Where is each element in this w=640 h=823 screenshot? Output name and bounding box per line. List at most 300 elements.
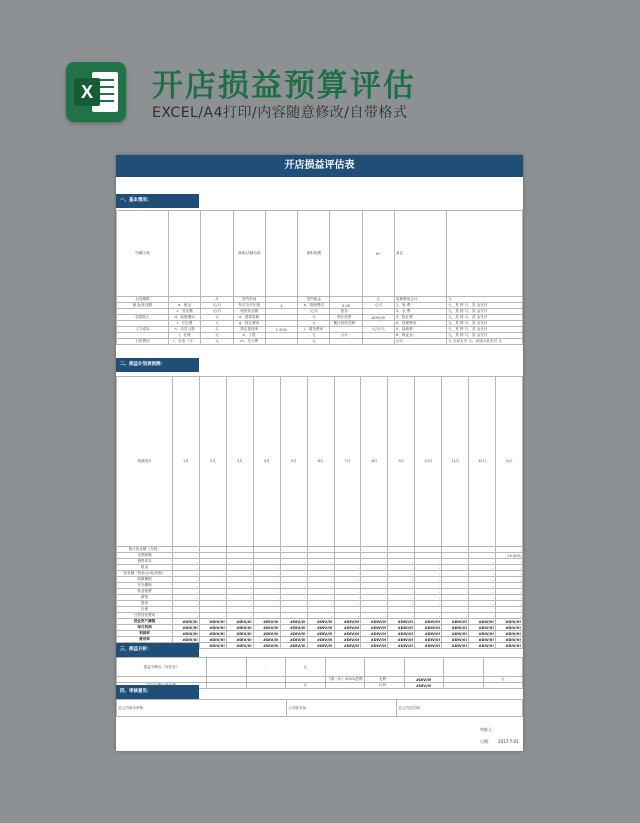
plan-cell: - [496, 595, 523, 601]
basic-cell: 租金/营业额 [117, 303, 169, 309]
plan-cell: - [280, 559, 307, 565]
plan-cell: - [496, 589, 523, 595]
plan-header-row [117, 377, 523, 547]
plan-cell: - [496, 607, 523, 613]
plan-cell: #DIV/0! [442, 631, 469, 637]
basic-cell: h、店员人数 [169, 327, 201, 333]
plan-cell: - [415, 577, 442, 583]
plan-cell: - [199, 589, 226, 595]
plan-cell: - [469, 571, 496, 577]
plan-cell: - [280, 589, 307, 595]
basic-cell: 元 总部支付 元，高速专款支付 元 [447, 339, 523, 345]
plan-cell: #DIV/0! [307, 631, 334, 637]
plan-cell: - [253, 589, 280, 595]
banner-title: 开店损益预算评估 [152, 68, 416, 104]
plan-cell: - [199, 559, 226, 565]
plan-cell: - [388, 559, 415, 565]
plan-cell: - [253, 595, 280, 601]
basic-cell: d、装修费用 [169, 315, 201, 321]
basic-row [117, 211, 523, 297]
plan-cell: - [496, 577, 523, 583]
plan-cell: - [307, 577, 334, 583]
plan-cell: #DIV/0! [361, 637, 388, 643]
plan-cell: - [226, 571, 253, 577]
plan-cell: - [469, 601, 496, 607]
plan-cell: #DIV/0! [253, 643, 280, 649]
plan-cell: - [226, 577, 253, 583]
plan-cell: - [173, 601, 200, 607]
plan-cell: - [307, 595, 334, 601]
plan-cell: - [226, 589, 253, 595]
basic-cell: 签约租金 [298, 297, 330, 303]
plan-cell: #DIV/0! [307, 625, 334, 631]
basic-cell: 预定提成率 [233, 327, 265, 333]
plan-cell: #DIV/0! [307, 619, 334, 625]
plan-cell: - [173, 559, 200, 565]
basic-cell [169, 211, 201, 297]
plan-header-cell: 预测项目 [117, 377, 173, 547]
review-finance: 总公司财务审核： [117, 700, 287, 717]
basic-cell: 元 [447, 297, 523, 303]
plan-cell: - [199, 601, 226, 607]
plan-cell: #DIV/0! [280, 637, 307, 643]
plan-cell: #DIV/0! [226, 625, 253, 631]
basic-row [117, 303, 523, 309]
basic-cell: 人 [201, 327, 233, 333]
plan-cell: - [253, 559, 280, 565]
plan-cell: #DIV/0! [361, 643, 388, 649]
plan-cell: #DIV/0! [361, 631, 388, 637]
basic-cell: 元 [201, 333, 233, 339]
plan-cell: #DIV/0! [307, 637, 334, 643]
analysis-row [117, 658, 523, 677]
plan-header-cell: 8月 [361, 377, 388, 547]
basic-cell: 合计： [330, 333, 362, 339]
plan-cell: - [199, 565, 226, 571]
plan-cell: #DIV/0! [415, 643, 442, 649]
basic-cell: b、管理费用 [298, 303, 330, 309]
plan-cell: - [388, 565, 415, 571]
basic-cell [447, 211, 523, 297]
basic-cell: 营业： [330, 309, 362, 315]
plan-cell: - [199, 571, 226, 577]
plan-cell: #DIV/0! [388, 643, 415, 649]
plan-cell: - [469, 577, 496, 583]
plan-cell: #DIV/0! [415, 619, 442, 625]
plan-cell: #DIV/0! [253, 637, 280, 643]
excel-letter: X [74, 78, 100, 106]
plan-row-label: 日常经营费用 [117, 613, 173, 619]
plan-cell: #DIV/0! [280, 625, 307, 631]
sheet-title: 开店损益评估表 [116, 155, 523, 177]
basic-cell: a、租金 [169, 303, 201, 309]
analysis-cell [207, 658, 247, 677]
plan-cell: - [442, 571, 469, 577]
plan-cell: - [415, 595, 442, 601]
plan-cell: - [226, 595, 253, 601]
plan-cell: - [442, 595, 469, 601]
plan-cell: - [496, 613, 523, 619]
basic-cell: 元，其 押 月，其 金支付 [447, 333, 523, 339]
basic-cell: 0.00 [330, 303, 362, 309]
plan-cell: #DIV/0! [442, 619, 469, 625]
plan-cell: - [307, 601, 334, 607]
plan-cell: - [280, 577, 307, 583]
plan-row-label: 社保 [117, 607, 173, 613]
plan-cell: - [442, 577, 469, 583]
basic-cell: 前期投入 [117, 315, 169, 321]
section-review: 四、审核意见： [116, 685, 199, 699]
plan-cell: #DIV/0! [334, 643, 361, 649]
plan-cell: - [280, 595, 307, 601]
plan-cell: - [253, 601, 280, 607]
plan-cell: #DIV/0! [253, 619, 280, 625]
plan-cell: - [442, 613, 469, 619]
plan-cell: #DIV/0! [496, 619, 523, 625]
plan-cell: #DIV/0! [199, 643, 226, 649]
plan-cell: - [361, 601, 388, 607]
basic-cell [362, 339, 394, 345]
basic-cell: 元 [298, 321, 330, 327]
plan-header-cell: 9月 [388, 377, 415, 547]
plan-cell: - [496, 571, 523, 577]
plan-cell: #DIV/0! [442, 625, 469, 631]
plan-cell: - [307, 559, 334, 565]
plan-cell: #DIV/0! [469, 643, 496, 649]
banner-subtitle: EXCEL/A4打印/内容随意修改/自带格式 [152, 105, 408, 121]
basic-cell: 6、保证金： [395, 333, 447, 339]
plan-row-label: 提成 [117, 601, 173, 607]
plan-row-label: 开办摊销 [117, 583, 173, 589]
plan-cell: #DIV/0! [307, 643, 334, 649]
analysis-cell: #DIV/0! [404, 677, 444, 683]
plan-cell: - [442, 583, 469, 589]
plan-cell: - [361, 559, 388, 565]
plan-cell: - [469, 589, 496, 595]
approver-label: 审批人： [480, 727, 496, 732]
basic-cell: i、服务费率 [298, 327, 330, 333]
analysis-cell [483, 658, 523, 677]
plan-cell: #DIV/0! [253, 625, 280, 631]
analysis-cell: 月份： [365, 683, 405, 689]
basic-cell: 元 [298, 339, 330, 345]
basic-cell: c、营业额 [169, 309, 201, 315]
basic-row [117, 339, 523, 345]
basic-cell: 1、电 费： [395, 303, 447, 309]
plan-cell: - [442, 589, 469, 595]
plan-cell: - [307, 583, 334, 589]
plan-cell: - [334, 559, 361, 565]
date-value: 2017-7-01 [498, 739, 519, 744]
plan-header-cell: 2月 [199, 377, 226, 547]
plan-cell: - [173, 571, 200, 577]
basic-cell [330, 211, 362, 297]
plan-cell: #DIV/0! [415, 625, 442, 631]
basic-cell: 3、物业费： [395, 315, 447, 321]
basic-cell: k、工资 [233, 333, 265, 339]
plan-cell: #DIV/0! [361, 619, 388, 625]
basic-cell: j、社保 [169, 333, 201, 339]
basic-cell: 合同期限 [117, 297, 169, 303]
plan-cell: #DIV/0! [388, 631, 415, 637]
plan-cell: #DIV/0! [469, 625, 496, 631]
basic-cell: 所属区域 [117, 211, 169, 297]
plan-cell: - [388, 613, 415, 619]
plan-cell: #DIV/0! [496, 637, 523, 643]
plan-cell: #DIV/0! [415, 631, 442, 637]
basic-cell: 元/月 [201, 309, 233, 315]
plan-cell: - [253, 577, 280, 583]
section-basic-info: 一、基本情况： [116, 194, 199, 208]
plan-cell: #DIV/0! [496, 643, 523, 649]
plan-cell: - [388, 571, 415, 577]
basic-cell: 月 [201, 297, 233, 303]
basic-cell: 2、水 费： [395, 309, 447, 315]
plan-cell: - [334, 595, 361, 601]
basic-cell: 元，其 押 月，其 金支付 [447, 303, 523, 309]
basic-cell: m² [362, 211, 394, 297]
plan-cell: #DIV/0! [388, 619, 415, 625]
plan-cell: - [334, 583, 361, 589]
analysis-cell: 元 [286, 658, 326, 677]
plan-cell: - [253, 571, 280, 577]
plan-cell: #DIV/0! [173, 625, 200, 631]
basic-cell: 元，其 押 月，其 金支付 [447, 315, 523, 321]
spreadsheet-preview [116, 155, 523, 751]
plan-cell: - [253, 613, 280, 619]
basic-cell: 人力成本 [117, 327, 169, 333]
date-label: 日期： [480, 739, 492, 744]
plan-cell: - [280, 583, 307, 589]
basic-cell: e、建筑装修 [233, 315, 265, 321]
plan-cell: - [415, 613, 442, 619]
basic-cell [201, 211, 233, 297]
basic-cell: 元 [298, 333, 330, 339]
plan-cell: - [415, 559, 442, 565]
plan-row-label: 薪资 [117, 595, 173, 601]
plan-cell: - [334, 565, 361, 571]
plan-cell: - [469, 565, 496, 571]
plan-cell: - [173, 565, 200, 571]
analysis-cell [444, 658, 484, 677]
analysis-cell: 元 [483, 677, 523, 683]
basic-cell: #DIV/0! [362, 315, 394, 321]
banner [0, 0, 640, 150]
plan-cell: - [334, 601, 361, 607]
plan-cell: - [361, 613, 388, 619]
plan-cell: - [469, 559, 496, 565]
plan-cell: #DIV/0! [226, 631, 253, 637]
basic-cell: 元/月 [298, 309, 330, 315]
section-analysis: 三、损益分析： [116, 643, 199, 657]
analysis-cell [404, 658, 444, 677]
plan-cell: #DIV/0! [199, 637, 226, 643]
plan-row-label: 毛利润额 [117, 553, 173, 559]
analysis-cell: - [246, 658, 286, 677]
plan-cell: - [253, 583, 280, 589]
basic-cell: 商场/店铺名称 [233, 211, 265, 297]
plan-cell: #DIV/0! [199, 631, 226, 637]
plan-row-label: 费用率 [117, 637, 173, 643]
plan-header-cell: 4月 [253, 377, 280, 547]
basic-cell: 元，其 押 月，其 金支付 [447, 327, 523, 333]
basic-cell: 元/月 [201, 303, 233, 309]
basic-cell: 元 [201, 321, 233, 327]
basic-cell: 每月交付比例 [233, 303, 265, 309]
basic-cell: 累计投资总额： [330, 321, 362, 327]
analysis-cell [444, 683, 484, 689]
plan-header-cell: 10月 [415, 377, 442, 547]
review-center: 公司财务部： [287, 700, 397, 717]
plan-cell: - [173, 583, 200, 589]
plan-cell: - [173, 577, 200, 583]
basic-cell: 5、装修费： [395, 327, 447, 333]
plan-cell: - [415, 589, 442, 595]
plan-header-cell: 1月 [173, 377, 200, 547]
plan-row-label: 每月利润 [117, 625, 173, 631]
plan-cell: - [307, 571, 334, 577]
plan-cell: #DIV/0! [334, 619, 361, 625]
basic-cell: 签约时间 [233, 297, 265, 303]
basic-cell: 元/月 [362, 303, 394, 309]
plan-cell: #DIV/0! [253, 631, 280, 637]
analysis-cell: #DIV/0! [404, 683, 444, 689]
plan-cell: - [280, 571, 307, 577]
basic-row [117, 327, 523, 333]
basic-cell: 4、管理费用： [395, 321, 447, 327]
plan-header-cell: 3月 [226, 377, 253, 547]
plan-cell: - [253, 565, 280, 571]
plan-cell: - [496, 547, 523, 553]
analysis-cell [325, 683, 365, 689]
plan-row-label: 租金 [117, 565, 173, 571]
basic-info-table [116, 210, 523, 345]
plan-cell: #DIV/0! [173, 619, 200, 625]
plan-cell: - [173, 595, 200, 601]
plan-cell: #DIV/0! [173, 631, 200, 637]
plan-cell: - [496, 601, 523, 607]
plan-header-cell: 11月 [442, 377, 469, 547]
analysis-cell [207, 683, 247, 689]
plan-row-label: 销售成本 [117, 559, 173, 565]
plan-header-cell: 合计 [496, 377, 523, 547]
basic-cell [330, 339, 362, 345]
plan-cell: #DIV/0! [388, 625, 415, 631]
review-table [116, 699, 523, 717]
basic-cell [265, 211, 297, 297]
plan-cell: - [173, 613, 200, 619]
plan-cell: - [388, 589, 415, 595]
plan-cell: #DIV/0! [334, 637, 361, 643]
plan-cell: - [334, 589, 361, 595]
plan-cell: - [334, 613, 361, 619]
analysis-cell [246, 683, 286, 689]
basic-cell: 元 [201, 315, 233, 321]
plan-header-cell: 5月 [280, 377, 307, 547]
plan-row-label: 营业额（物业/水电/其他） [117, 571, 173, 577]
plan-row-label: 利润率 [117, 631, 173, 637]
plan-row-label: 预计营业额（含税） [117, 547, 173, 553]
basic-cell: f、开办费 [169, 321, 201, 327]
basic-cell: 日常费用 [117, 339, 169, 345]
plan-table [116, 376, 523, 649]
plan-cell: #DIV/0! [388, 637, 415, 643]
plan-header-cell: 12月 [469, 377, 496, 547]
plan-cell: - [334, 577, 361, 583]
plan-cell: - [361, 577, 388, 583]
plan-cell: - [442, 601, 469, 607]
plan-cell: - [361, 589, 388, 595]
basic-cell: 预计投资： [330, 315, 362, 321]
plan-cell: - [415, 571, 442, 577]
plan-cell: - [226, 559, 253, 565]
plan-cell: - [334, 571, 361, 577]
basic-cell: 4 [265, 303, 297, 309]
plan-cell: - [388, 595, 415, 601]
analysis-cell: 元 [286, 683, 326, 689]
plan-cell: - [307, 565, 334, 571]
plan-cell: - [280, 601, 307, 607]
plan-row-label: 营业资产摊销 [117, 619, 173, 625]
plan-header-cell: 6月 [307, 377, 334, 547]
plan-cell: - [361, 583, 388, 589]
analysis-cell [483, 683, 523, 689]
analysis-cell: 损益平衡点（年营业） [117, 658, 207, 677]
analysis-cell: （第一年）500%盈利 [325, 677, 365, 683]
plan-cell: #DIV/0! [173, 637, 200, 643]
review-manager: 总公司总经理： [397, 700, 523, 717]
plan-cell: - [469, 595, 496, 601]
plan-cell: - [496, 565, 523, 571]
plan-cell: - [199, 583, 226, 589]
plan-cell: #DIV/0! [280, 643, 307, 649]
basic-cell: 元/月/人 [362, 327, 394, 333]
basic-cell: 装修费用合计： [395, 297, 447, 303]
plan-cell: #DIV/0! [199, 625, 226, 631]
plan-cell: - [226, 601, 253, 607]
excel-icon [66, 62, 126, 122]
plan-cell: #DIV/0! [469, 631, 496, 637]
plan-cell: - [442, 559, 469, 565]
basic-cell: 保底营业额 [233, 309, 265, 315]
basic-cell: 元 [362, 297, 394, 303]
plan-cell: - [361, 595, 388, 601]
plan-cell: 20.00% [496, 553, 523, 559]
basic-cell: 备注 [395, 211, 447, 297]
basic-cell: 元，其 押 月，其 金支付 [447, 309, 523, 315]
plan-cell: - [469, 583, 496, 589]
plan-cell: #DIV/0! [280, 619, 307, 625]
plan-cell: - [226, 583, 253, 589]
plan-cell: - [415, 565, 442, 571]
basic-cell: l、水电（月） [169, 339, 201, 345]
plan-cell: - [226, 565, 253, 571]
analysis-cell [365, 658, 405, 677]
basic-cell: g、转让费用 [233, 321, 265, 327]
plan-row-label: 装修摊销 [117, 577, 173, 583]
plan-cell: - [415, 601, 442, 607]
plan-cell: - [280, 565, 307, 571]
plan-cell: - [173, 589, 200, 595]
plan-row-label: 营业税费 [117, 589, 173, 595]
plan-cell: - [388, 601, 415, 607]
plan-cell: #DIV/0! [442, 643, 469, 649]
basic-cell [265, 339, 297, 345]
basic-cell: 元，其 押 月，其 金支付 [447, 321, 523, 327]
plan-cell: #DIV/0! [334, 625, 361, 631]
plan-cell: - [199, 577, 226, 583]
plan-cell: #DIV/0! [226, 637, 253, 643]
